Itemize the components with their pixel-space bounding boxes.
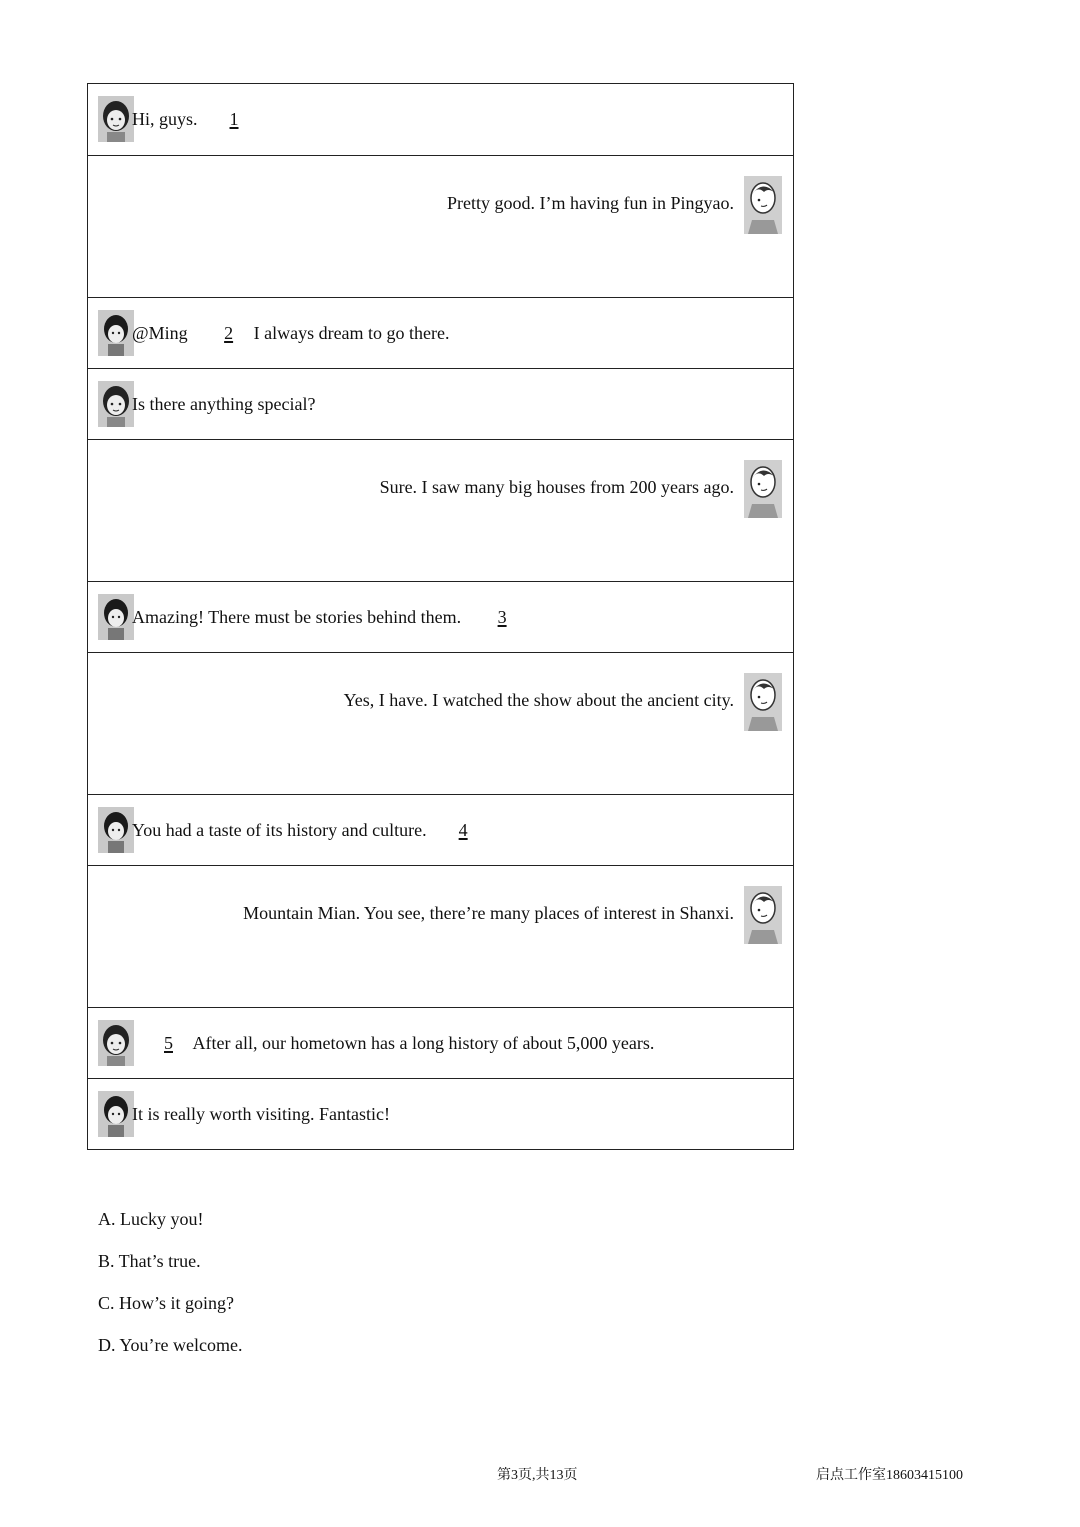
answer-options bbox=[98, 1206, 242, 1374]
message-text: Hi, guys. 1 bbox=[132, 84, 255, 155]
option-c[interactable]: C. How’s it going? bbox=[98, 1293, 235, 1313]
dialogue-table bbox=[87, 83, 794, 1150]
message-text: Mountain Mian. You see, there’re many places of interest in Shanxi. bbox=[243, 903, 734, 923]
message-text: Is there anything special? bbox=[132, 394, 316, 414]
girl-avatar-icon bbox=[98, 1020, 134, 1066]
boy-avatar-icon bbox=[744, 460, 782, 518]
studio-contact: 启点工作室18603415100 bbox=[816, 1468, 963, 1483]
dialogue-row-7 bbox=[88, 652, 793, 794]
message-text: Amazing! There must be stories behind them. 3 bbox=[132, 582, 523, 653]
blank-1[interactable]: 1 bbox=[229, 109, 239, 129]
dialogue-row-10 bbox=[88, 1007, 793, 1078]
girl-avatar-icon bbox=[98, 96, 134, 142]
message-text: It is really worth visiting. Fantastic! bbox=[132, 1104, 390, 1124]
boy-avatar-icon bbox=[744, 176, 782, 234]
blank-4[interactable]: 4 bbox=[458, 820, 468, 840]
message-text: 5 After all, our hometown has a long history of about 5,000 years. bbox=[132, 1008, 654, 1079]
blank-3[interactable]: 3 bbox=[497, 607, 507, 627]
dialogue-row-3 bbox=[88, 297, 793, 368]
boy-avatar-icon bbox=[744, 886, 782, 944]
dialogue-row-11 bbox=[88, 1078, 793, 1149]
boy-avatar-2-icon bbox=[98, 1091, 134, 1137]
option-b[interactable]: B. That’s true. bbox=[98, 1251, 201, 1271]
boy-avatar-2-icon bbox=[98, 310, 134, 356]
message-text: Sure. I saw many big houses from 200 years ago. bbox=[379, 477, 734, 497]
dialogue-row-8 bbox=[88, 794, 793, 865]
option-a[interactable]: A. Lucky you! bbox=[98, 1209, 204, 1229]
boy-avatar-2-icon bbox=[98, 807, 134, 853]
dialogue-row-4 bbox=[88, 368, 793, 439]
message-text: Yes, I have. I watched the show about the ancient city. bbox=[343, 690, 734, 710]
message-text: Pretty good. I’m having fun in Pingyao. bbox=[447, 193, 734, 213]
message-text: You had a taste of its history and culture. 4 bbox=[132, 795, 484, 866]
page-number: 第3页,共13页 bbox=[497, 1468, 578, 1483]
dialogue-row-2 bbox=[88, 155, 793, 297]
dialogue-row-9 bbox=[88, 865, 793, 1007]
dialogue-row-1 bbox=[88, 84, 793, 155]
boy-avatar-icon bbox=[744, 673, 782, 731]
dialogue-row-5 bbox=[88, 439, 793, 581]
boy-avatar-2-icon bbox=[98, 594, 134, 640]
option-d[interactable]: D. You’re welcome. bbox=[98, 1335, 243, 1355]
blank-2[interactable]: 2 bbox=[224, 323, 234, 343]
dialogue-row-6 bbox=[88, 581, 793, 652]
blank-5[interactable]: 5 bbox=[164, 1033, 173, 1053]
message-text: @Ming 2 I always dream to go there. bbox=[132, 298, 450, 369]
girl-avatar-icon bbox=[98, 381, 134, 427]
